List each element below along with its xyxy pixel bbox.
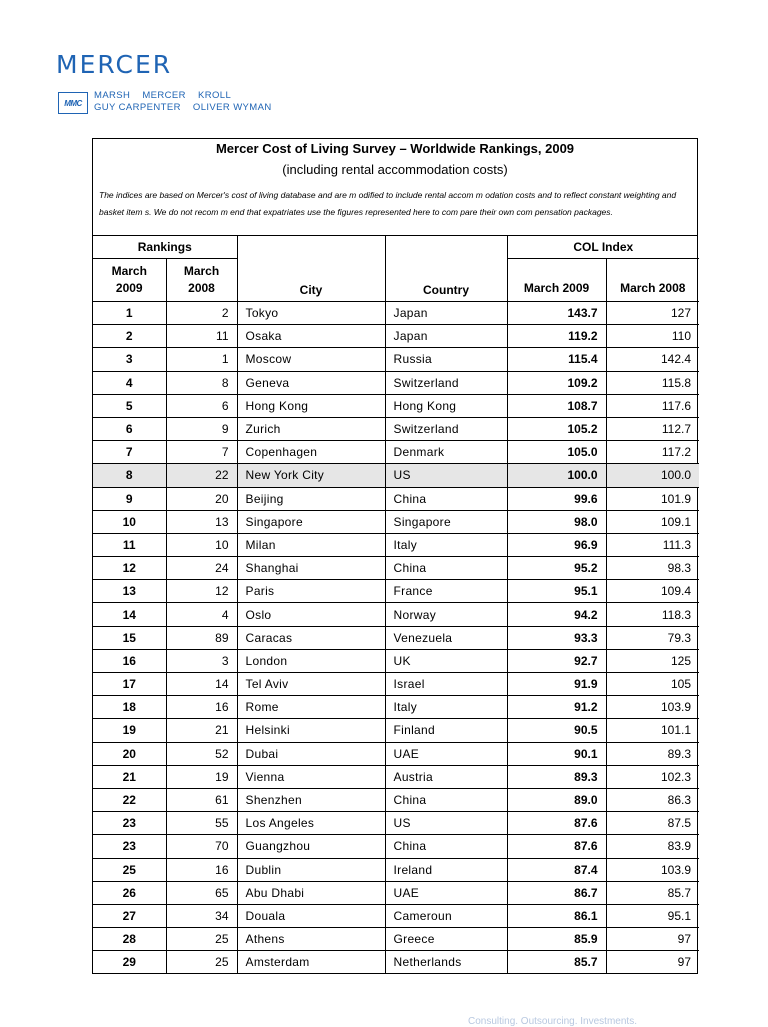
cell-city: Dublin [237, 858, 385, 881]
cell-index-2009: 119.2 [507, 325, 606, 348]
cell-city: Paris [237, 580, 385, 603]
cell-country: UK [385, 649, 507, 672]
cell-country: Hong Kong [385, 394, 507, 417]
header-rank-2008-line2: 2008 [188, 281, 215, 295]
table-row [93, 510, 699, 533]
cell-city: Douala [237, 904, 385, 927]
cell-rank-2008: 13 [166, 510, 237, 533]
cell-country: Cameroun [385, 904, 507, 927]
methodology-note: The indices are based on Mercer's cost of living database and are m odified to include rental accom m odation costs and to reflect constant weighting and basket item s. We do not recom m end that expatriates use the figures represented here to com pare their own com pensation packages. [93, 187, 697, 236]
cell-city: Caracas [237, 626, 385, 649]
sheet-subtitle: (including rental accommodation costs) [282, 162, 508, 177]
cell-rank-2008: 9 [166, 417, 237, 440]
cell-country: Switzerland [385, 371, 507, 394]
cell-rank-2008: 34 [166, 904, 237, 927]
table-row [93, 325, 699, 348]
table-row [93, 557, 699, 580]
table-row [93, 649, 699, 672]
cell-city: Tel Aviv [237, 673, 385, 696]
cell-index-2009: 95.1 [507, 580, 606, 603]
cell-index-2009: 105.0 [507, 441, 606, 464]
cell-rank-2008: 19 [166, 765, 237, 788]
cell-city: Athens [237, 928, 385, 951]
companies-line-1 [94, 90, 281, 102]
cell-rank-2009: 23 [93, 812, 166, 835]
cell-index-2008: 86.3 [606, 788, 699, 811]
table-row [93, 696, 699, 719]
cell-rank-2008: 22 [166, 464, 237, 487]
cell-index-2008: 97 [606, 951, 699, 974]
table-row [93, 533, 699, 556]
cell-index-2008: 95.1 [606, 904, 699, 927]
cell-city: Tokyo [237, 302, 385, 325]
mercer-logo: MERCER [56, 50, 173, 79]
cell-index-2008: 85.7 [606, 881, 699, 904]
cell-rank-2009: 7 [93, 441, 166, 464]
cell-rank-2009: 9 [93, 487, 166, 510]
cell-rank-2009: 19 [93, 719, 166, 742]
cell-index-2009: 89.0 [507, 788, 606, 811]
cell-index-2009: 100.0 [507, 464, 606, 487]
cell-city: Singapore [237, 510, 385, 533]
cell-index-2008: 97 [606, 928, 699, 951]
cell-index-2008: 103.9 [606, 696, 699, 719]
header-index-2008: March 2008 [606, 259, 699, 302]
cell-country: Japan [385, 302, 507, 325]
cell-country: Greece [385, 928, 507, 951]
cell-index-2008: 102.3 [606, 765, 699, 788]
header-rank-2009 [93, 259, 166, 302]
cell-country: Singapore [385, 510, 507, 533]
cell-rank-2009: 29 [93, 951, 166, 974]
cell-index-2009: 85.9 [507, 928, 606, 951]
cell-index-2009: 86.7 [507, 881, 606, 904]
cell-index-2009: 91.2 [507, 696, 606, 719]
cell-city: Shenzhen [237, 788, 385, 811]
table-row [93, 580, 699, 603]
table-row [93, 812, 699, 835]
table-row [93, 904, 699, 927]
cell-country: Italy [385, 533, 507, 556]
table-row [93, 742, 699, 765]
cell-city: Dubai [237, 742, 385, 765]
cell-index-2008: 127 [606, 302, 699, 325]
table-row [93, 788, 699, 811]
cell-rank-2009: 16 [93, 649, 166, 672]
cell-rank-2008: 2 [166, 302, 237, 325]
cell-country: Denmark [385, 441, 507, 464]
cell-rank-2009: 21 [93, 765, 166, 788]
cell-rank-2008: 20 [166, 487, 237, 510]
header-city: City [237, 236, 385, 302]
cell-rank-2009: 4 [93, 371, 166, 394]
cell-index-2009: 92.7 [507, 649, 606, 672]
cell-city: Vienna [237, 765, 385, 788]
table-row [93, 417, 699, 440]
table-row [93, 835, 699, 858]
table-row [93, 719, 699, 742]
cell-rank-2008: 61 [166, 788, 237, 811]
rankings-table [93, 236, 699, 973]
cell-index-2009: 87.6 [507, 812, 606, 835]
cell-index-2008: 111.3 [606, 533, 699, 556]
cell-city: Copenhagen [237, 441, 385, 464]
cell-city: Osaka [237, 325, 385, 348]
cell-city: Beijing [237, 487, 385, 510]
table-row [93, 371, 699, 394]
company-oliver-wyman: OLIVER WYMAN [192, 102, 272, 113]
cell-index-2009: 99.6 [507, 487, 606, 510]
cell-index-2009: 93.3 [507, 626, 606, 649]
cell-rank-2009: 27 [93, 904, 166, 927]
sheet-title: Mercer Cost of Living Survey – Worldwide Rankings, 2009 [215, 141, 575, 156]
cell-rank-2009: 17 [93, 673, 166, 696]
table-row [93, 302, 699, 325]
cell-index-2008: 100.0 [606, 464, 699, 487]
cell-country: US [385, 812, 507, 835]
cell-rank-2009: 5 [93, 394, 166, 417]
table-row [93, 626, 699, 649]
company-mercer: MERCER [142, 90, 186, 101]
cell-rank-2009: 6 [93, 417, 166, 440]
cell-index-2009: 87.4 [507, 858, 606, 881]
cell-city: Milan [237, 533, 385, 556]
header-col-index: COL Index [507, 236, 699, 259]
cell-index-2008: 87.5 [606, 812, 699, 835]
table-row [93, 858, 699, 881]
cell-rank-2008: 52 [166, 742, 237, 765]
cell-rank-2008: 55 [166, 812, 237, 835]
cell-index-2009: 85.7 [507, 951, 606, 974]
cell-rank-2008: 3 [166, 649, 237, 672]
footer-tagline: Consulting. Outsourcing. Investments. [468, 1016, 637, 1027]
cell-country: Italy [385, 696, 507, 719]
cell-index-2008: 115.8 [606, 371, 699, 394]
cell-city: Moscow [237, 348, 385, 371]
cell-index-2008: 142.4 [606, 348, 699, 371]
cell-index-2009: 89.3 [507, 765, 606, 788]
cell-index-2008: 112.7 [606, 417, 699, 440]
cell-index-2008: 109.4 [606, 580, 699, 603]
cell-rank-2009: 8 [93, 464, 166, 487]
cell-rank-2008: 89 [166, 626, 237, 649]
cell-index-2009: 109.2 [507, 371, 606, 394]
cell-rank-2009: 23 [93, 835, 166, 858]
cell-rank-2008: 11 [166, 325, 237, 348]
cell-country: UAE [385, 742, 507, 765]
cell-city: Oslo [237, 603, 385, 626]
cell-index-2009: 86.1 [507, 904, 606, 927]
table-row [93, 464, 699, 487]
header-rankings: Rankings [93, 236, 237, 259]
table-row [93, 765, 699, 788]
cell-rank-2009: 26 [93, 881, 166, 904]
cell-index-2008: 98.3 [606, 557, 699, 580]
cell-rank-2009: 14 [93, 603, 166, 626]
cell-index-2009: 90.1 [507, 742, 606, 765]
cell-rank-2009: 1 [93, 302, 166, 325]
cell-rank-2009: 20 [93, 742, 166, 765]
companies-line-2 [94, 102, 281, 114]
cell-rank-2008: 21 [166, 719, 237, 742]
cell-country: Russia [385, 348, 507, 371]
cell-rank-2009: 13 [93, 580, 166, 603]
cell-rank-2008: 1 [166, 348, 237, 371]
cell-country: China [385, 557, 507, 580]
table-row [93, 394, 699, 417]
header-rank-2009-line1: March [111, 264, 147, 278]
cell-country: UAE [385, 881, 507, 904]
cell-country: Finland [385, 719, 507, 742]
cell-rank-2008: 7 [166, 441, 237, 464]
cell-index-2008: 125 [606, 649, 699, 672]
cell-rank-2009: 12 [93, 557, 166, 580]
cell-index-2009: 91.9 [507, 673, 606, 696]
cell-city: Abu Dhabi [237, 881, 385, 904]
cell-index-2008: 105 [606, 673, 699, 696]
table-row [93, 441, 699, 464]
cell-rank-2008: 8 [166, 371, 237, 394]
cell-index-2008: 79.3 [606, 626, 699, 649]
table-row [93, 603, 699, 626]
header-rank-2008-line1: March [183, 264, 220, 278]
mmc-companies [94, 90, 281, 114]
cell-rank-2009: 25 [93, 858, 166, 881]
cell-rank-2009: 18 [93, 696, 166, 719]
cell-country: Israel [385, 673, 507, 696]
company-kroll: KROLL [197, 90, 232, 101]
cell-index-2009: 98.0 [507, 510, 606, 533]
cell-city: Amsterdam [237, 951, 385, 974]
cell-city: New York City [237, 464, 385, 487]
cell-index-2009: 95.2 [507, 557, 606, 580]
cell-city: Guangzhou [237, 835, 385, 858]
cell-city: Geneva [237, 371, 385, 394]
header-country: Country [385, 236, 507, 302]
cell-index-2008: 110 [606, 325, 699, 348]
cell-country: Venezuela [385, 626, 507, 649]
cell-rank-2009: 22 [93, 788, 166, 811]
cell-city: Helsinki [237, 719, 385, 742]
cell-index-2009: 94.2 [507, 603, 606, 626]
cell-index-2008: 89.3 [606, 742, 699, 765]
cell-index-2008: 118.3 [606, 603, 699, 626]
cell-index-2008: 117.2 [606, 441, 699, 464]
cell-city: Zurich [237, 417, 385, 440]
cell-rank-2008: 16 [166, 858, 237, 881]
cell-city: Los Angeles [237, 812, 385, 835]
table-row [93, 487, 699, 510]
table-row [93, 881, 699, 904]
company-guy-carpenter: GUY CARPENTER [94, 102, 181, 113]
cell-index-2009: 105.2 [507, 417, 606, 440]
cell-city: Hong Kong [237, 394, 385, 417]
cell-index-2009: 115.4 [507, 348, 606, 371]
cell-country: US [385, 464, 507, 487]
cell-index-2009: 87.6 [507, 835, 606, 858]
table-row [93, 348, 699, 371]
cell-rank-2009: 28 [93, 928, 166, 951]
table-row [93, 951, 699, 974]
cell-index-2008: 117.6 [606, 394, 699, 417]
cell-country: Ireland [385, 858, 507, 881]
cell-index-2008: 83.9 [606, 835, 699, 858]
table-row [93, 928, 699, 951]
header-index-2009: March 2009 [507, 259, 606, 302]
cell-country: France [385, 580, 507, 603]
cell-index-2008: 101.9 [606, 487, 699, 510]
cell-city: Shanghai [237, 557, 385, 580]
cell-rank-2008: 14 [166, 673, 237, 696]
mmc-logo: MMC [58, 92, 88, 114]
cell-country: China [385, 835, 507, 858]
cell-rank-2008: 10 [166, 533, 237, 556]
cell-rank-2008: 16 [166, 696, 237, 719]
cell-rank-2009: 11 [93, 533, 166, 556]
company-marsh: MARSH [94, 90, 131, 101]
cell-index-2008: 101.1 [606, 719, 699, 742]
cell-country: Austria [385, 765, 507, 788]
cell-city: Rome [237, 696, 385, 719]
cell-country: China [385, 487, 507, 510]
cell-country: Switzerland [385, 417, 507, 440]
cell-rank-2008: 4 [166, 603, 237, 626]
cell-rank-2009: 10 [93, 510, 166, 533]
cell-index-2008: 103.9 [606, 858, 699, 881]
cell-rank-2008: 25 [166, 928, 237, 951]
cell-rank-2008: 12 [166, 580, 237, 603]
cell-index-2009: 96.9 [507, 533, 606, 556]
cell-index-2008: 109.1 [606, 510, 699, 533]
cell-index-2009: 90.5 [507, 719, 606, 742]
rankings-sheet [92, 138, 698, 974]
header-rank-2009-line2: 2009 [115, 281, 143, 295]
cell-rank-2008: 24 [166, 557, 237, 580]
cell-country: Japan [385, 325, 507, 348]
table-row [93, 673, 699, 696]
cell-country: Netherlands [385, 951, 507, 974]
cell-country: China [385, 788, 507, 811]
cell-rank-2009: 15 [93, 626, 166, 649]
header-rank-2008 [166, 259, 237, 302]
cell-rank-2008: 25 [166, 951, 237, 974]
cell-index-2009: 143.7 [507, 302, 606, 325]
cell-rank-2008: 65 [166, 881, 237, 904]
cell-rank-2008: 6 [166, 394, 237, 417]
cell-rank-2008: 70 [166, 835, 237, 858]
cell-rank-2009: 3 [93, 348, 166, 371]
cell-country: Norway [385, 603, 507, 626]
cell-city: London [237, 649, 385, 672]
cell-rank-2009: 2 [93, 325, 166, 348]
cell-index-2009: 108.7 [507, 394, 606, 417]
